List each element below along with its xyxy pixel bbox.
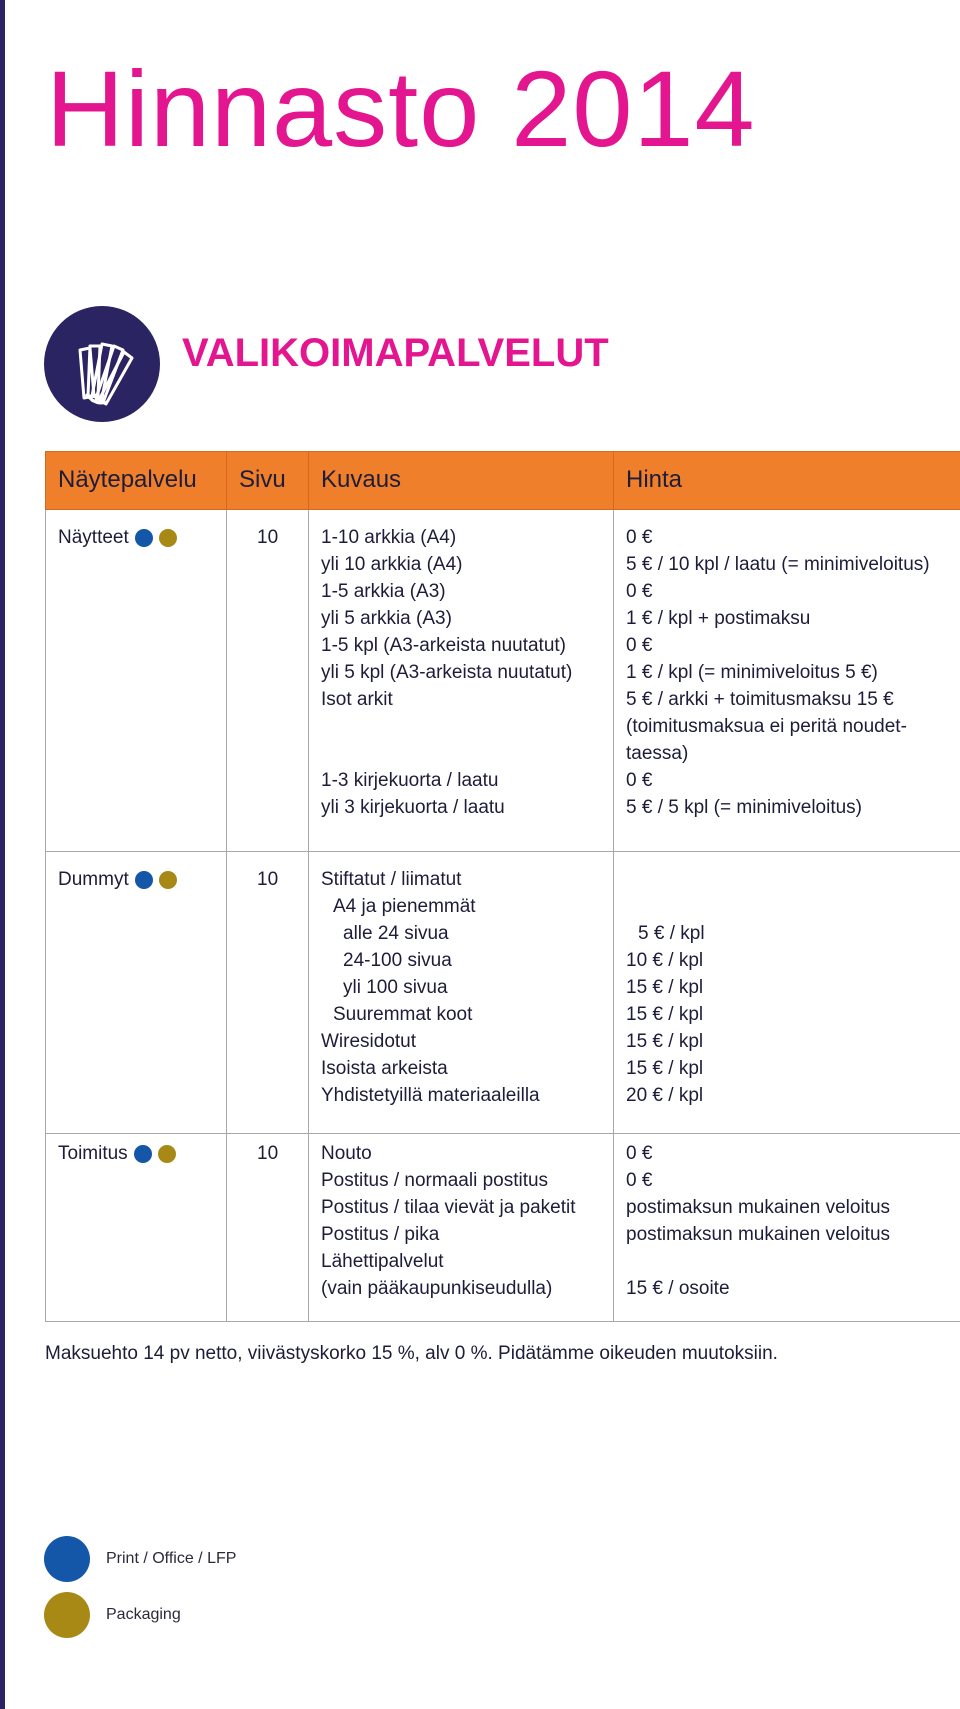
print-dot-icon (44, 1536, 90, 1582)
description-line: 1-5 arkkia (A3) (321, 581, 446, 602)
price-line: 15 € / kpl (626, 1031, 704, 1052)
description-line: Isoista arkeista (321, 1058, 448, 1079)
header-kuvaus: Kuvaus (309, 452, 614, 510)
description-line: 1-3 kirjekuorta / laatu (321, 770, 499, 791)
payment-terms-note: Maksuehto 14 pv netto, viivästyskorko 15 %, alv 0 %. Pidätämme oikeuden muutoksiin. (45, 1343, 778, 1364)
price-line: 0 € (626, 1143, 653, 1164)
price-line: 5 € / 5 kpl (= minimiveloitus) (626, 797, 862, 818)
print-dot-icon (134, 1145, 152, 1163)
description-line: A4 ja pienemmät (333, 896, 476, 917)
sivu-cell (227, 852, 309, 1134)
print-dot-icon (135, 529, 153, 547)
price-line: 20 € / kpl (626, 1085, 704, 1106)
price-line: 15 € / kpl (626, 1004, 704, 1025)
header-sivu: Sivu (227, 452, 309, 510)
kuvaus-cell (309, 1134, 614, 1322)
price-line: 1 € / kpl (= minimiveloitus 5 €) (626, 662, 878, 683)
header-naytepalvelu: Näytepalvelu (46, 452, 227, 510)
swatch-fan-icon (44, 306, 160, 422)
price-line: postimaksun mukainen veloitus (626, 1197, 891, 1218)
description-line: Wiresidotut (321, 1031, 417, 1052)
page-number: 10 (257, 869, 279, 890)
description-line: Postitus / normaali postitus (321, 1170, 549, 1191)
category-label: Näytteet (58, 527, 129, 548)
category-label: Dummyt (58, 869, 129, 890)
price-line (626, 893, 948, 920)
legend-label: Print / Office / LFP (106, 1550, 237, 1567)
page-number: 10 (257, 1143, 279, 1164)
price-table (45, 451, 960, 1322)
description-line: Stiftatut / liimatut (321, 869, 462, 890)
description-line (321, 713, 601, 740)
price-line: 5 € / arkki + toimitusmaksu 15 € (626, 689, 894, 710)
description-line: (vain pääkaupunkiseudulla) (321, 1278, 553, 1299)
left-accent-bar (0, 0, 5, 1709)
description-line: 1-5 kpl (A3-arkeista nuutatut) (321, 635, 567, 656)
price-line: 15 € / osoite (626, 1278, 730, 1299)
price-line: 15 € / kpl (626, 977, 704, 998)
category-label: Toimitus (58, 1143, 128, 1164)
hinta-cell (614, 1134, 960, 1322)
description-line: yli 3 kirjekuorta / laatu (321, 797, 505, 818)
description-line: yli 5 kpl (A3-arkeista nuutatut) (321, 662, 573, 683)
price-line: 0 € (626, 527, 653, 548)
description-line: alle 24 sivua (343, 923, 449, 944)
price-line: 5 € / kpl (638, 923, 705, 944)
header-hinta: Hinta (614, 452, 960, 510)
kuvaus-cell (309, 510, 614, 852)
category-cell (46, 1134, 227, 1322)
price-line: 5 € / 10 kpl / laatu (= minimiveloitus) (626, 554, 930, 575)
legend-item-packaging (44, 1592, 181, 1638)
section-title: VALIKOIMAPALVELUT (182, 331, 609, 375)
page-number: 10 (257, 527, 279, 548)
legend-item-print (44, 1536, 236, 1582)
description-line: Lähettipalvelut (321, 1251, 444, 1272)
price-line: taessa) (626, 743, 689, 764)
hinta-cell (614, 510, 960, 852)
packaging-dot-icon (44, 1592, 90, 1638)
description-line (321, 740, 601, 767)
price-line: 1 € / kpl + postimaksu (626, 608, 811, 629)
price-line: 0 € (626, 770, 653, 791)
packaging-dot-icon (159, 529, 177, 547)
description-line: 24-100 sivua (343, 950, 452, 971)
description-line: yli 10 arkkia (A4) (321, 554, 463, 575)
sivu-cell (227, 1134, 309, 1322)
description-line: Nouto (321, 1143, 372, 1164)
description-line: yli 100 sivua (343, 977, 448, 998)
price-line (626, 1248, 948, 1275)
table-row (46, 852, 960, 1134)
kuvaus-cell (309, 852, 614, 1134)
category-cell (46, 510, 227, 852)
price-line: 10 € / kpl (626, 950, 704, 971)
price-line: (toimitusmaksua ei peritä noudet- (626, 716, 907, 737)
table-row (46, 1134, 960, 1322)
description-line: yli 5 arkkia (A3) (321, 608, 452, 629)
price-line: 15 € / kpl (626, 1058, 704, 1079)
price-line: 0 € (626, 581, 653, 602)
description-line: Postitus / pika (321, 1224, 440, 1245)
description-line: Postitus / tilaa vievät ja paketit (321, 1197, 576, 1218)
table-row (46, 510, 960, 852)
description-line: Yhdistetyillä materiaaleilla (321, 1085, 540, 1106)
description-line: Isot arkit (321, 689, 393, 710)
description-line: 1-10 arkkia (A4) (321, 527, 457, 548)
price-line (626, 866, 948, 893)
legend-label: Packaging (106, 1606, 181, 1623)
description-line: Suuremmat koot (333, 1004, 473, 1025)
packaging-dot-icon (159, 871, 177, 889)
sivu-cell (227, 510, 309, 852)
packaging-dot-icon (158, 1145, 176, 1163)
hinta-cell (614, 852, 960, 1134)
print-dot-icon (135, 871, 153, 889)
table-header-row (46, 452, 960, 510)
price-line: postimaksun mukainen veloitus (626, 1224, 891, 1245)
price-line: 0 € (626, 635, 653, 656)
category-cell (46, 852, 227, 1134)
price-line: 0 € (626, 1170, 653, 1191)
page-title: Hinnasto 2014 (46, 48, 756, 169)
